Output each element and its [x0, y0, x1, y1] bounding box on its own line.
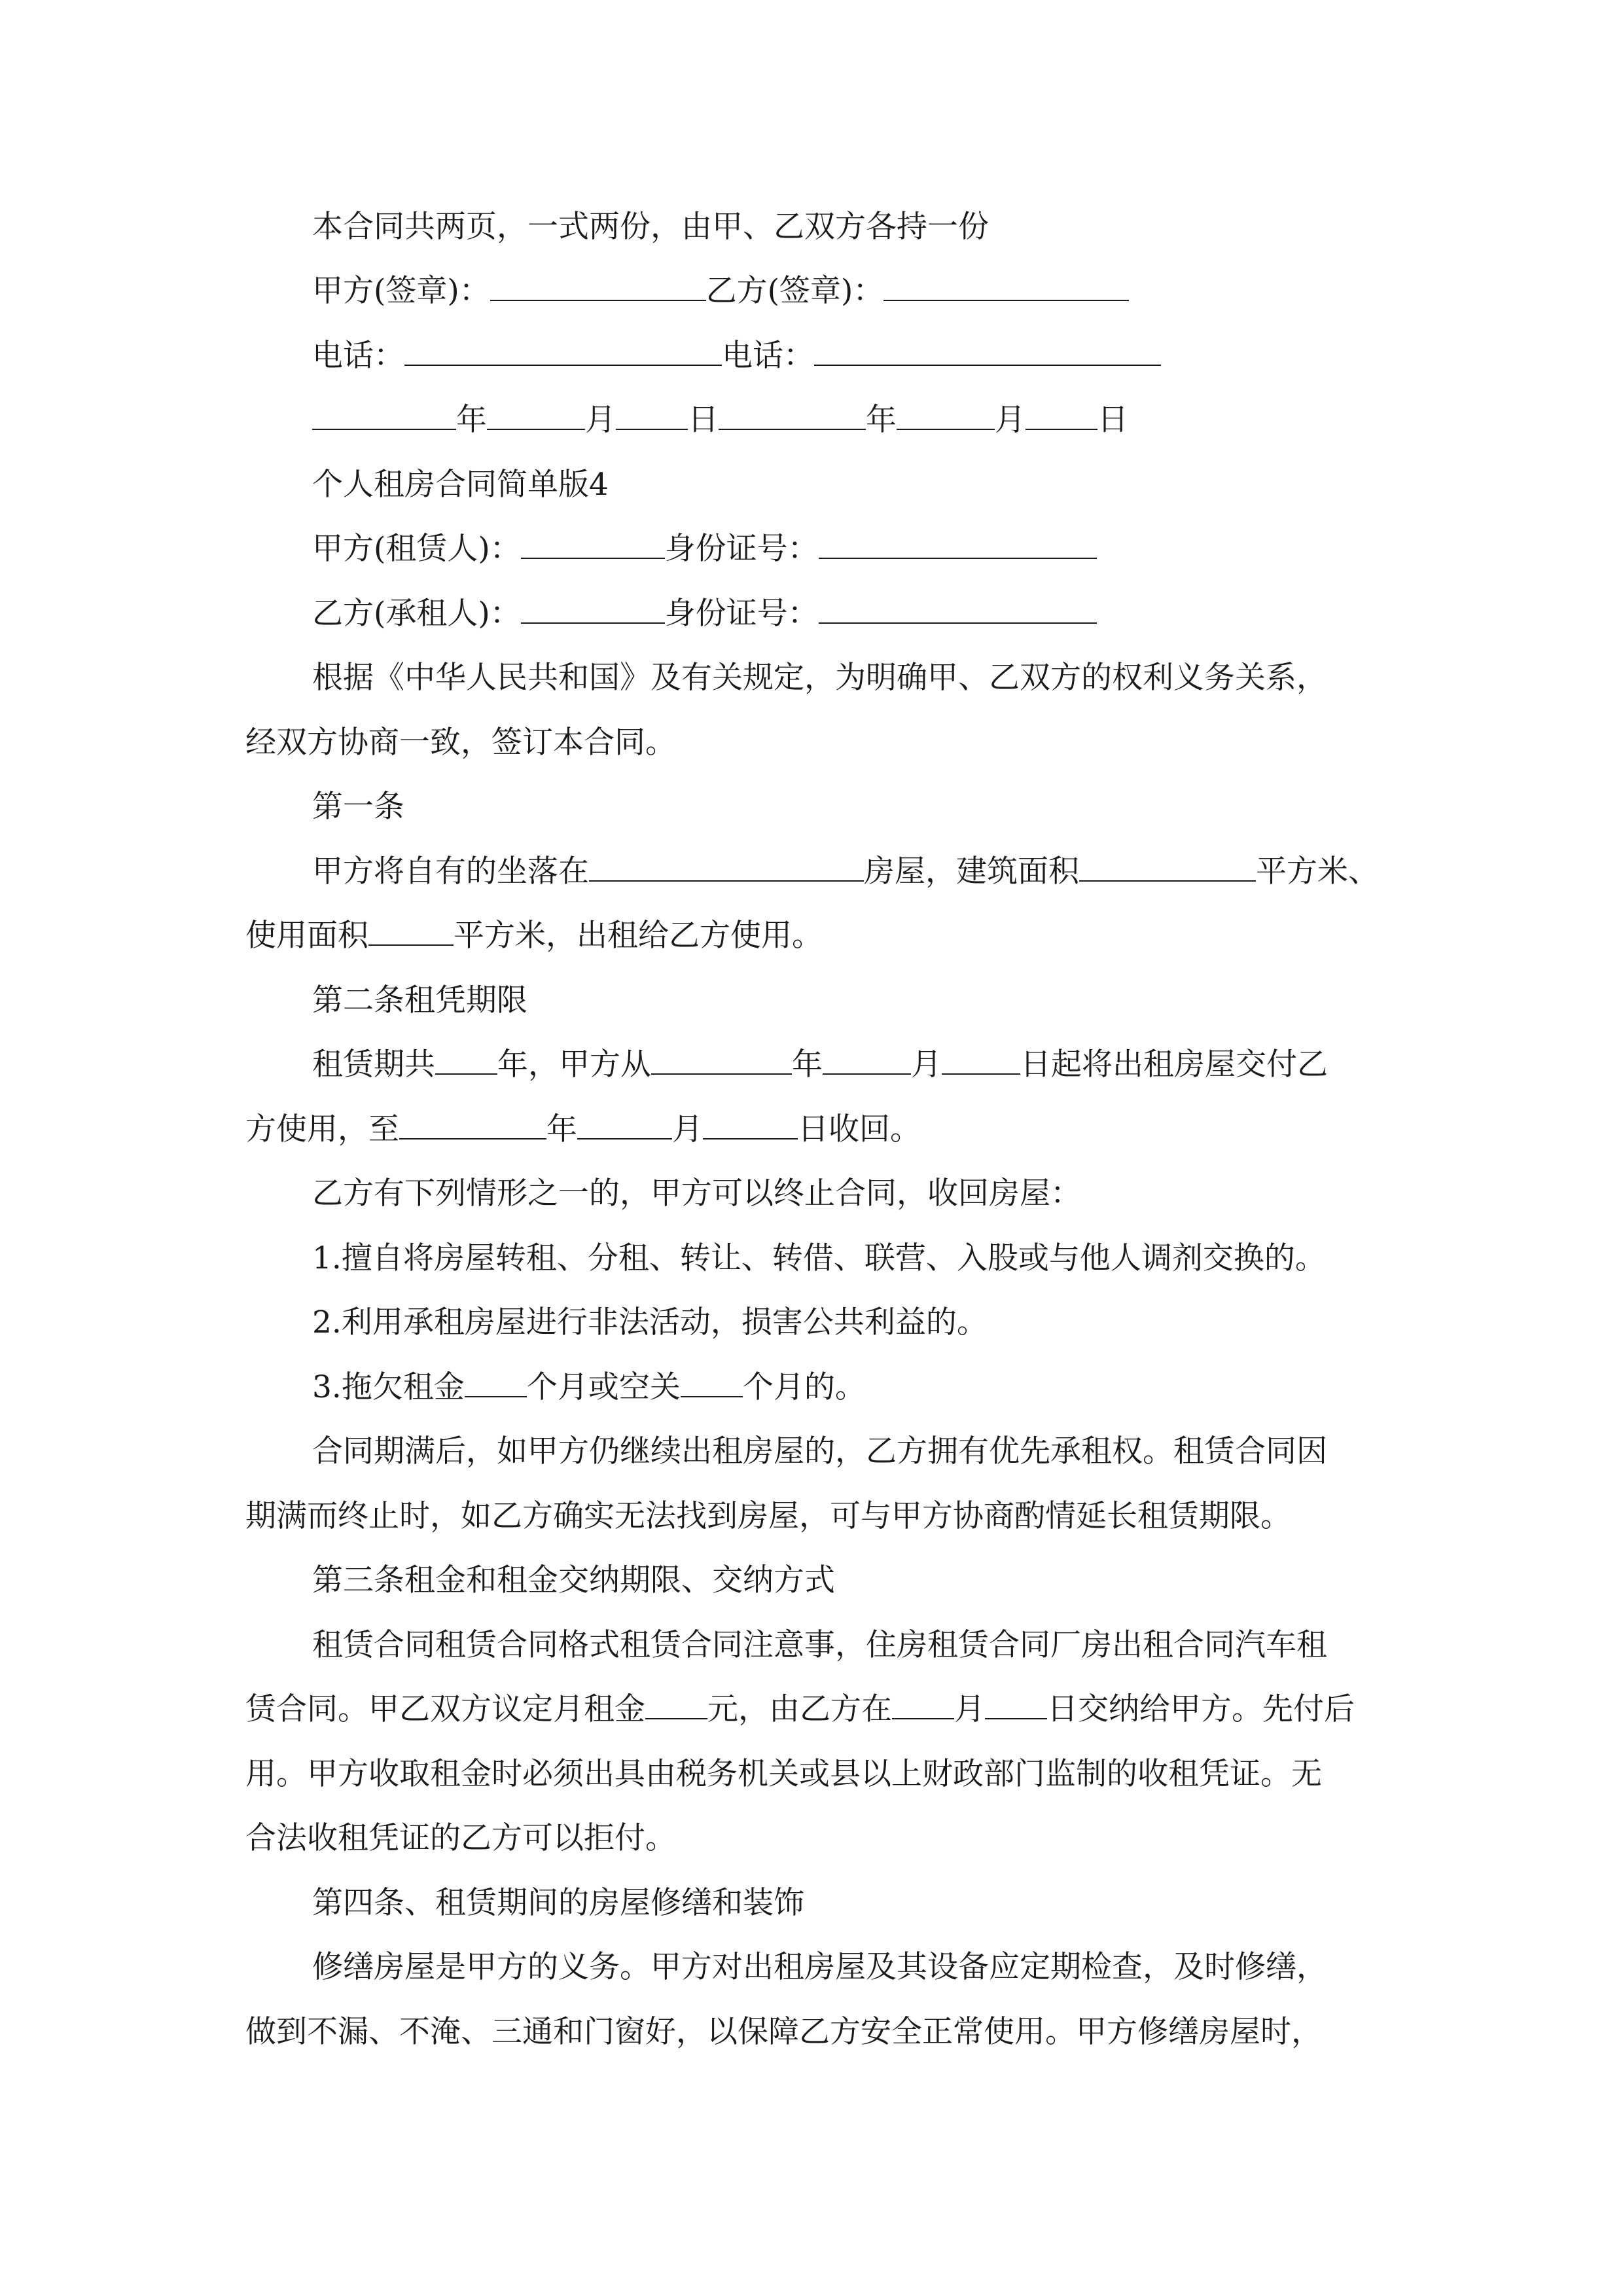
date-blank[interactable] — [1026, 389, 1097, 430]
paragraph-line: 修缮房屋是甲方的义务。甲方对出租房屋及其设备应定期检查，及时修缮， — [312, 1949, 1327, 1985]
party-b-id-blank[interactable] — [819, 583, 1097, 624]
months-arrears-blank[interactable] — [465, 1357, 527, 1397]
party-b-id-line: 乙方(承租人)： 身份证号： — [312, 582, 1097, 645]
date-blank[interactable] — [719, 389, 866, 430]
party-b-name-blank[interactable] — [521, 583, 665, 624]
party-b-signature-blank[interactable] — [883, 260, 1129, 301]
payment-month-blank[interactable] — [892, 1679, 954, 1719]
payment-day-blank[interactable] — [985, 1679, 1047, 1719]
list-item: 3.拖欠租金 个月或空关 个月的。 — [312, 1355, 866, 1419]
date-blank[interactable] — [312, 389, 456, 430]
article-3-heading: 第三条租金和租金交纳期限、交纳方式 — [312, 1562, 835, 1598]
paragraph-line: 做到不漏、不淹、三通和门窗好，以保障乙方安全正常使用。甲方修缮房屋时， — [245, 2014, 1322, 2050]
paragraph-line: 用。甲方收取租金时必须出具由税务机关或县以上财政部门监制的收租凭证。无 — [245, 1756, 1322, 1792]
document-title: 个人租房合同简单版4 — [312, 467, 609, 503]
article-4-heading: 第四条、租赁期间的房屋修缮和装饰 — [312, 1885, 804, 1921]
months-vacant-blank[interactable] — [681, 1357, 743, 1397]
party-a-phone-blank[interactable] — [404, 325, 722, 366]
paragraph-line: 租赁合同租赁合同格式租赁合同注意事，住房租赁合同厂房出租合同汽车租 — [312, 1627, 1327, 1663]
date-line: 年 月 日 年 月 日 — [312, 388, 1128, 452]
location-blank[interactable] — [589, 841, 864, 882]
party-b-phone-blank[interactable] — [814, 325, 1161, 366]
party-a-signature-blank[interactable] — [490, 260, 706, 301]
article-1-heading: 第一条 — [312, 789, 404, 825]
paragraph-line: 租赁期共 年，甲方从 年 月 日起将出租房屋交付乙 — [312, 1033, 1328, 1096]
party-a-name-blank[interactable] — [521, 518, 665, 559]
date-blank[interactable] — [487, 389, 585, 430]
party-a-id-blank[interactable] — [819, 518, 1097, 559]
date-blank[interactable] — [651, 1034, 792, 1075]
date-blank[interactable] — [942, 1034, 1020, 1075]
paragraph-line: 期满而终止时，如乙方确实无法找到房屋，可与甲方协商酌情延长租赁期限。 — [245, 1498, 1291, 1534]
phone-line: 电话： 电话： — [312, 324, 1161, 387]
date-blank[interactable] — [703, 1099, 798, 1139]
paragraph-line: 根据《中华人民共和国》及有关规定，为明确甲、乙双方的权利义务关系， — [312, 660, 1327, 696]
date-blank[interactable] — [823, 1034, 911, 1075]
monthly-rent-blank[interactable] — [645, 1679, 707, 1719]
paragraph-line: 使用面积 平方米，出租给乙方使用。 — [245, 904, 823, 967]
signature-line: 甲方(签章)： 乙方(签章)： — [312, 259, 1129, 323]
list-item: 2.利用承租房屋进行非法活动，损害公共利益的。 — [312, 1304, 988, 1340]
usable-area-blank[interactable] — [368, 905, 454, 946]
paragraph-line: 乙方有下列情形之一的，甲方可以终止合同，收回房屋： — [312, 1175, 1081, 1211]
paragraph-line: 合同期满后，如甲方仍继续出租房屋的，乙方拥有优先承租权。租赁合同因 — [312, 1433, 1327, 1469]
article-2-heading: 第二条租凭期限 — [312, 982, 527, 1018]
paragraph-line: 经双方协商一致，签订本合同。 — [245, 725, 676, 761]
date-blank[interactable] — [577, 1099, 672, 1139]
paragraph-line: 合法收租凭证的乙方可以拒付。 — [245, 1820, 676, 1856]
paragraph-line: 甲方将自有的坐落在 房屋，建筑面积 平方米、 — [312, 840, 1379, 903]
copies-statement: 本合同共两页，一式两份，由甲、乙双方各持一份 — [312, 209, 989, 245]
lease-years-blank[interactable] — [435, 1034, 497, 1075]
list-item: 1.擅自将房屋转租、分租、转让、转借、联营、入股或与他人调剂交换的。 — [312, 1240, 1326, 1276]
paragraph-line: 方使用，至 年 月 日收回。 — [245, 1098, 921, 1161]
date-blank[interactable] — [897, 389, 995, 430]
date-blank[interactable] — [399, 1099, 546, 1139]
building-area-blank[interactable] — [1079, 841, 1256, 882]
paragraph-line: 赁合同。甲乙双方议定月租金 元，由乙方在 月 日交纳给甲方。先付后 — [245, 1677, 1355, 1741]
party-a-id-line: 甲方(租赁人)： 身份证号： — [312, 517, 1097, 581]
date-blank[interactable] — [616, 389, 688, 430]
